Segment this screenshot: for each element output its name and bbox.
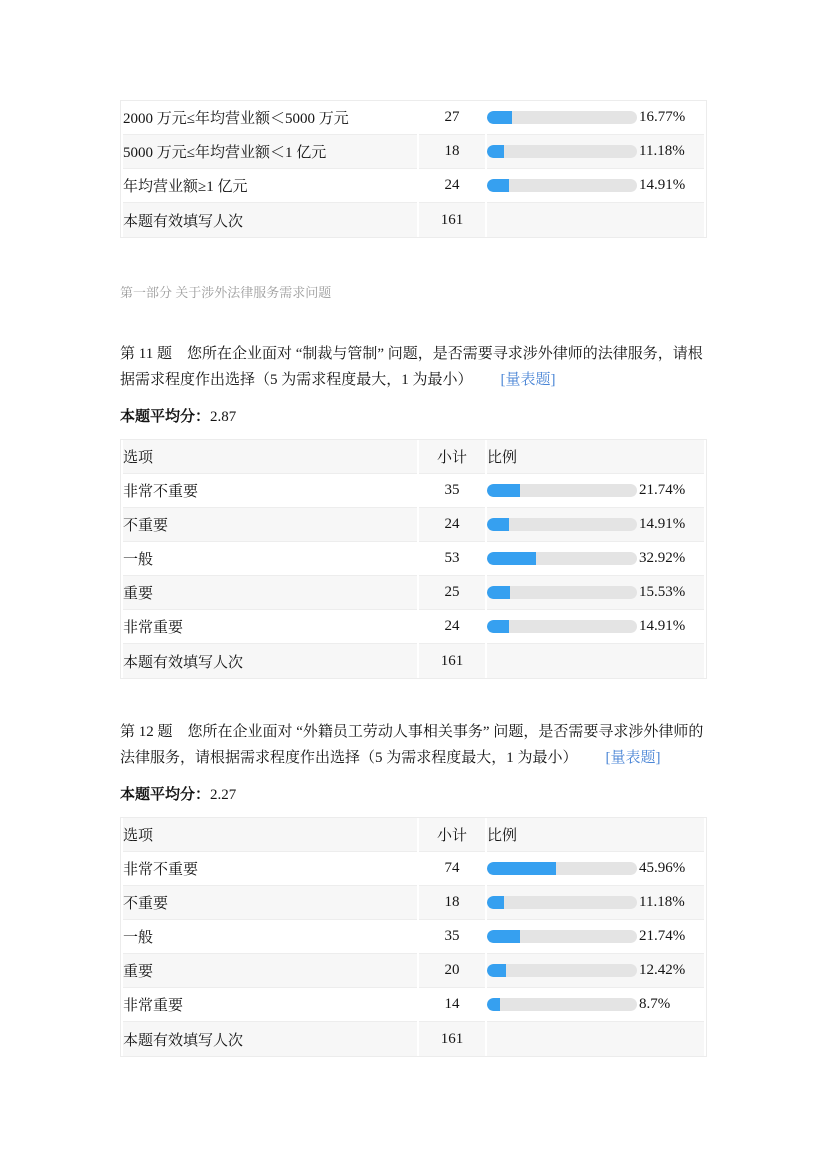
ratio-cell: [487, 852, 704, 886]
average-score-label: 本题平均分：: [120, 787, 211, 803]
count-cell: 18: [419, 135, 485, 169]
count-cell: 20: [419, 954, 485, 988]
percent-bar: [487, 618, 704, 635]
percent-bar-track: [487, 111, 637, 124]
percent-bar-fill: [487, 620, 509, 633]
percent-bar-track: [487, 998, 637, 1011]
percent-bar-fill: [487, 930, 520, 943]
question-title-line: [120, 341, 712, 393]
percent-bar-fill: [487, 484, 520, 497]
average-score-line: [120, 783, 707, 804]
option-cell: 年均营业额≥1 亿元: [123, 169, 417, 203]
table-row: [123, 988, 704, 1022]
percent-bar-track: [487, 586, 637, 599]
option-cell: 重要: [123, 576, 417, 610]
percent-bar-fill: [487, 518, 509, 531]
ratio-cell: [487, 920, 704, 954]
percent-bar-track: [487, 484, 637, 497]
option-cell: 5000 万元≤年均营业额＜1 亿元: [123, 135, 417, 169]
option-cell: 本题有效填写人次: [123, 203, 417, 237]
question-title: 第 11 题 您所在企业面对 “制裁与管制” 问题，是否需要寻求涉外律师的法律服务，请根据需求程度作出选择（5 为需求程度最大，1 为最小）: [120, 346, 703, 388]
previous-question-table-body: [123, 101, 704, 237]
ratio-cell: [487, 886, 704, 920]
ratio-cell: [487, 169, 704, 203]
percent-bar: [487, 894, 704, 911]
percent-bar: [487, 996, 704, 1013]
average-score-label: 本题平均分：: [120, 409, 211, 425]
table-row: [123, 610, 704, 644]
average-score-value: 2.27: [210, 787, 237, 803]
percent-bar: [487, 143, 704, 160]
ratio-cell: [487, 542, 704, 576]
question-title-line: [120, 719, 712, 771]
table-row: [123, 508, 704, 542]
percent-bar-track: [487, 518, 637, 531]
table-row: [123, 101, 704, 135]
percent-bar: [487, 928, 704, 945]
ratio-cell: [487, 101, 704, 135]
percent-label: 21.74%: [639, 928, 686, 944]
option-cell: 重要: [123, 954, 417, 988]
option-cell: 本题有效填写人次: [123, 1022, 417, 1056]
percent-bar-fill: [487, 552, 536, 565]
question-block: [120, 341, 707, 679]
header-ratio: 比例: [487, 440, 704, 474]
percent-bar: [487, 962, 704, 979]
count-cell: 25: [419, 576, 485, 610]
percent-label: 32.92%: [639, 550, 686, 566]
count-cell: 18: [419, 886, 485, 920]
percent-bar-fill: [487, 998, 500, 1011]
count-cell: 35: [419, 474, 485, 508]
percent-label: 21.74%: [639, 482, 686, 498]
question-type-tag[interactable]: [量表题]: [500, 372, 556, 388]
percent-bar-fill: [487, 111, 512, 124]
header-count: 小计: [419, 440, 485, 474]
header-count: 小计: [419, 818, 485, 852]
percent-bar-track: [487, 145, 637, 158]
average-score-value: 2.87: [210, 409, 237, 425]
percent-label: 45.96%: [639, 860, 686, 876]
option-cell: 非常不重要: [123, 474, 417, 508]
percent-label: 8.7%: [639, 996, 671, 1012]
percent-label: 15.53%: [639, 584, 686, 600]
percent-bar-fill: [487, 179, 509, 192]
percent-bar: [487, 584, 704, 601]
previous-question-table: [120, 100, 707, 238]
table-row: [123, 169, 704, 203]
option-cell: 一般: [123, 920, 417, 954]
percent-bar-fill: [487, 896, 504, 909]
average-score-line: [120, 405, 707, 426]
count-cell: 24: [419, 610, 485, 644]
option-cell: 本题有效填写人次: [123, 644, 417, 678]
percent-bar: [487, 177, 704, 194]
percent-label: 11.18%: [639, 894, 685, 910]
percent-bar-track: [487, 862, 637, 875]
table-row: [123, 1022, 704, 1056]
count-cell: 35: [419, 920, 485, 954]
table-row: [123, 852, 704, 886]
header-ratio: 比例: [487, 818, 704, 852]
percent-label: 11.18%: [639, 143, 685, 159]
table-row: [123, 203, 704, 237]
ratio-cell: [487, 474, 704, 508]
ratio-cell: [487, 988, 704, 1022]
count-cell: 27: [419, 101, 485, 135]
percent-bar-track: [487, 552, 637, 565]
table-header-row: [123, 818, 704, 852]
option-cell: 非常不重要: [123, 852, 417, 886]
percent-label: 14.91%: [639, 618, 686, 634]
percent-bar-track: [487, 179, 637, 192]
percent-bar-track: [487, 930, 637, 943]
table-row: [123, 954, 704, 988]
table-row: [123, 886, 704, 920]
percent-bar-fill: [487, 964, 506, 977]
table-row: [123, 135, 704, 169]
ratio-cell: [487, 954, 704, 988]
table-header-row: [123, 440, 704, 474]
questions: [120, 341, 707, 1057]
question-type-tag[interactable]: [量表题]: [605, 750, 661, 766]
percent-label: 16.77%: [639, 109, 686, 125]
table-body: [123, 440, 704, 678]
percent-label: 14.91%: [639, 516, 686, 532]
percent-bar: [487, 482, 704, 499]
ratio-cell: [487, 203, 704, 237]
option-cell: 不重要: [123, 886, 417, 920]
question-block: [120, 719, 707, 1057]
ratio-cell: [487, 644, 704, 678]
percent-bar: [487, 860, 704, 877]
table-body: [123, 818, 704, 1056]
count-cell: 161: [419, 203, 485, 237]
count-cell: 161: [419, 1022, 485, 1056]
count-cell: 161: [419, 644, 485, 678]
table-row: [123, 576, 704, 610]
section-header: 第一部分 关于涉外法律服务需求问题: [120, 285, 332, 300]
percent-bar-fill: [487, 862, 556, 875]
ratio-cell: [487, 1022, 704, 1056]
ratio-cell: [487, 135, 704, 169]
option-cell: 非常重要: [123, 988, 417, 1022]
percent-bar-fill: [487, 586, 510, 599]
count-cell: 24: [419, 508, 485, 542]
table-row: [123, 920, 704, 954]
header-option: 选项: [123, 818, 417, 852]
header-option: 选项: [123, 440, 417, 474]
ratio-cell: [487, 576, 704, 610]
percent-bar: [487, 516, 704, 533]
percent-bar-track: [487, 896, 637, 909]
option-cell: 非常重要: [123, 610, 417, 644]
count-cell: 24: [419, 169, 485, 203]
ratio-cell: [487, 508, 704, 542]
percent-label: 14.91%: [639, 177, 686, 193]
results-table: [120, 439, 707, 679]
table-row: [123, 542, 704, 576]
count-cell: 53: [419, 542, 485, 576]
percent-bar-track: [487, 620, 637, 633]
count-cell: 14: [419, 988, 485, 1022]
percent-bar: [487, 109, 704, 126]
option-cell: 一般: [123, 542, 417, 576]
percent-label: 12.42%: [639, 962, 686, 978]
table-row: [123, 474, 704, 508]
table-row: [123, 644, 704, 678]
percent-bar: [487, 550, 704, 567]
option-cell: 2000 万元≤年均营业额＜5000 万元: [123, 101, 417, 135]
option-cell: 不重要: [123, 508, 417, 542]
count-cell: 74: [419, 852, 485, 886]
question-title: 第 12 题 您所在企业面对 “外籍员工劳动人事相关事务” 问题，是否需要寻求涉外律师的法律服务，请根据需求程度作出选择（5 为需求程度最大，1 为最小）: [120, 724, 704, 766]
percent-bar-track: [487, 964, 637, 977]
percent-bar-fill: [487, 145, 504, 158]
results-table: [120, 817, 707, 1057]
ratio-cell: [487, 610, 704, 644]
